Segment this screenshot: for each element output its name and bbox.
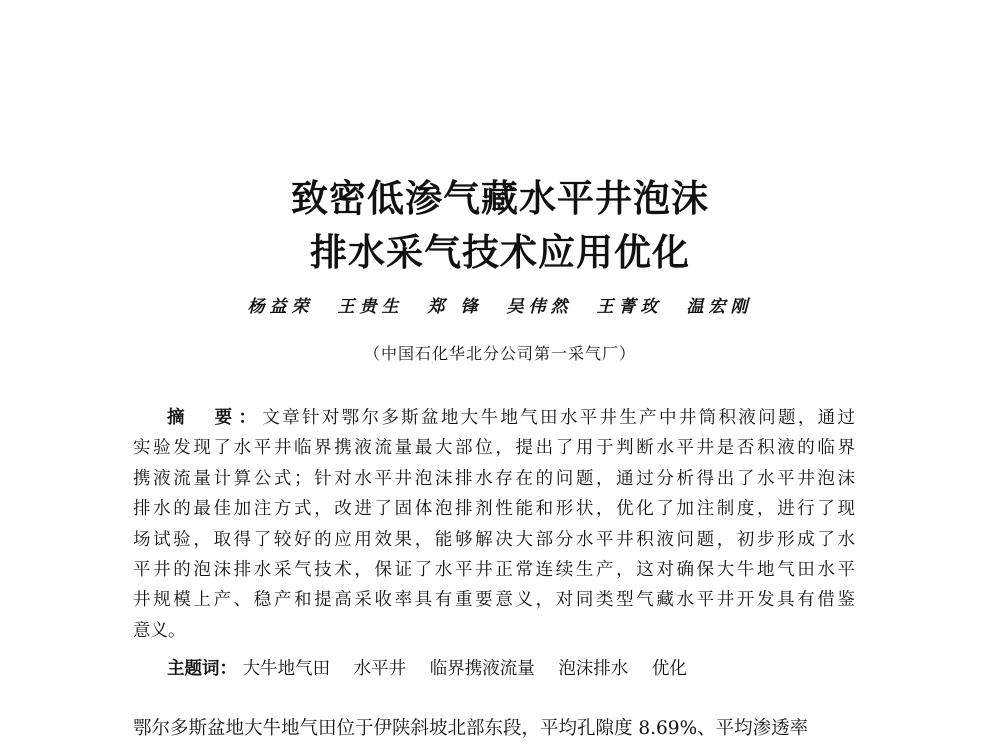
author-name: 王菁玫 — [596, 297, 663, 317]
abstract-label: 摘 要： — [167, 408, 263, 428]
body-paragraph-line: 鄂尔多斯盆地大牛地气田位于伊陕斜坡北部东段，平均孔隙度 8.69%、平均渗透率 — [133, 718, 809, 739]
keywords-label: 主题词： — [167, 659, 237, 679]
paper-title-line-2: 排水采气技术应用优化 — [310, 231, 690, 274]
author-name: 吴伟然 — [506, 297, 573, 317]
keywords — [167, 655, 705, 680]
abstract-line: 场试验，取得了较好的应用效果，能够解决大部分水平井积液问题，初步形成了水 — [133, 529, 855, 550]
author-name: 温宏刚 — [686, 297, 753, 317]
affiliation: （中国石化华北分公司第一采气厂） — [363, 344, 636, 363]
author-name: 郑 锋 — [427, 297, 483, 317]
keyword: 泡沫排水 — [558, 659, 629, 679]
abstract-line: 平井的泡沫排水采气技术，保证了水平井正常连续生产，这对确保大牛地气田水平 — [133, 559, 855, 580]
author-name: 王贵生 — [337, 297, 404, 317]
abstract-line: 井规模上产、稳产和提高采收率具有重要意义，对同类型气藏水平井开发具有借鉴 — [133, 590, 855, 611]
author-list — [0, 292, 1000, 317]
author-name: 杨益荣 — [247, 297, 314, 317]
abstract-line: 携液流量计算公式；针对水平井泡沫排水存在的问题，通过分析得出了水平井泡沫 — [133, 468, 855, 489]
abstract — [133, 403, 855, 646]
keyword: 临界携液流量 — [429, 659, 535, 679]
keyword: 水平井 — [353, 659, 407, 679]
abstract-line: 实验发现了水平井临界携液流量最大部位，提出了用于判断水平井是否积液的临界 — [133, 438, 855, 459]
abstract-line: 意义。 — [133, 620, 186, 641]
abstract-line — [133, 403, 855, 433]
keyword: 优化 — [651, 659, 687, 679]
paper-title-line-1: 致密低渗气藏水平井泡沫 — [291, 177, 709, 220]
abstract-line: 排水的最佳加注方式，改进了固体泡排剂性能和形状，优化了加注制度，进行了现 — [133, 499, 855, 520]
keyword: 大牛地气田 — [242, 659, 331, 679]
abstract-line-text: 文章针对鄂尔多斯盆地大牛地气田水平井生产中井筒积液问题，通过 — [262, 408, 855, 428]
